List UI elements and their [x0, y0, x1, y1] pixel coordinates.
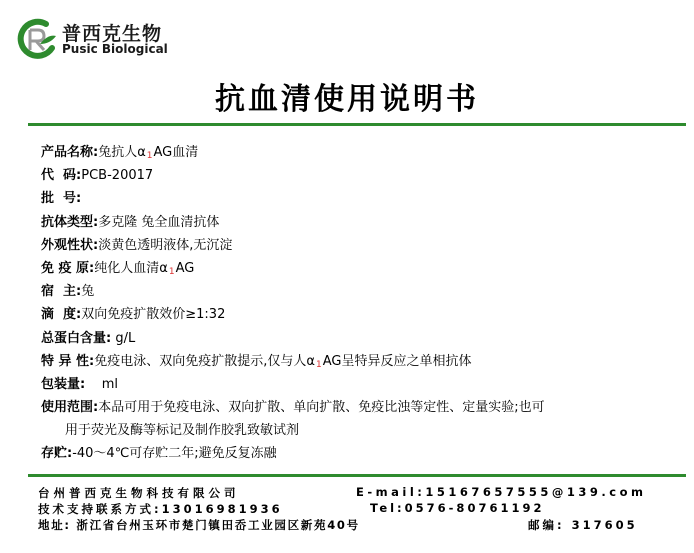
company-logo — [16, 18, 176, 62]
field-batch — [41, 187, 681, 210]
field-value: 本品可用于免疫电泳、双向扩散、单向扩散、免疫比浊等定性、定量实验;也可 — [98, 400, 545, 416]
field-value: -40～4℃可存贮二年;避免反复冻融 — [72, 446, 277, 462]
field-antibody-type — [41, 211, 681, 234]
field-label: 滴 度: — [41, 307, 82, 323]
field-label: 特 异 性: — [41, 353, 95, 369]
brand-name-cn: 普西克生物 — [62, 23, 163, 45]
brand-name-en: Pusic Biological — [62, 42, 168, 56]
field-value: 用于荧光及酶等标记及制作胶乳致敏试剂 — [65, 423, 300, 439]
postcode: 邮编: 317605 — [528, 518, 638, 532]
header-divider — [28, 123, 686, 126]
field-label: 代 码: — [41, 168, 82, 184]
field-host — [41, 280, 681, 303]
field-total-protein — [41, 327, 681, 350]
field-titer — [41, 303, 681, 326]
contact-tel: Tel:0576-80761192 — [370, 501, 545, 515]
field-label: 外观性状: — [41, 237, 99, 253]
field-value: AG — [175, 260, 195, 276]
field-appearance — [41, 234, 681, 257]
field-specificity — [41, 350, 681, 373]
field-value: 免疫电泳、双向免疫扩散提示,仅与人α — [94, 353, 315, 369]
field-label: 包装量: — [41, 376, 86, 392]
product-fields — [41, 141, 681, 466]
field-label: 存贮: — [41, 446, 73, 462]
field-label: 宿 主: — [41, 284, 82, 300]
field-value: ml — [85, 376, 119, 392]
field-label: 批 号: — [41, 191, 82, 207]
field-value: 淡黄色透明液体,无沉淀 — [98, 237, 233, 253]
contact-email: E-mail:15167657555@139.com — [356, 485, 647, 499]
field-label: 抗体类型: — [41, 214, 99, 230]
field-usage-continued — [41, 419, 681, 442]
field-value: AG呈特异反应之单相抗体 — [322, 353, 472, 369]
subscript: 1 — [315, 359, 322, 370]
field-value: 双向免疫扩散效价≥1:32 — [81, 307, 226, 323]
field-label: 产品名称: — [41, 145, 99, 160]
logo-mark-icon — [16, 18, 60, 62]
field-package — [41, 373, 681, 396]
field-value: 纯化人血清α — [94, 260, 168, 276]
subscript: 1 — [168, 266, 175, 277]
field-label: 总蛋白含量: — [41, 330, 112, 346]
support-phone: 技术支持联系方式:13016981936 — [38, 502, 283, 516]
company-name: 台州普西克生物科技有限公司 — [38, 486, 240, 500]
field-value: PCB-20017 — [81, 168, 154, 184]
field-usage — [41, 396, 681, 419]
field-code — [41, 164, 681, 187]
field-label: 使用范围: — [41, 400, 99, 416]
field-value: 兔 — [81, 284, 95, 300]
field-storage — [41, 442, 681, 465]
field-value: AG血清 — [153, 145, 199, 160]
document-title: 抗血清使用说明书 — [215, 82, 479, 117]
field-value: g/L — [111, 330, 136, 346]
subscript: 1 — [146, 151, 153, 161]
field-immunogen — [41, 257, 681, 280]
field-value: 兔抗人α — [98, 145, 146, 160]
footer-divider — [28, 474, 686, 477]
field-value: 多克隆 兔全血清抗体 — [98, 214, 220, 230]
company-address: 地址: 浙江省台州玉环市楚门镇田岙工业园区新苑40号 — [38, 518, 360, 532]
field-product-name — [41, 141, 681, 164]
field-label: 免 疫 原: — [41, 260, 95, 276]
